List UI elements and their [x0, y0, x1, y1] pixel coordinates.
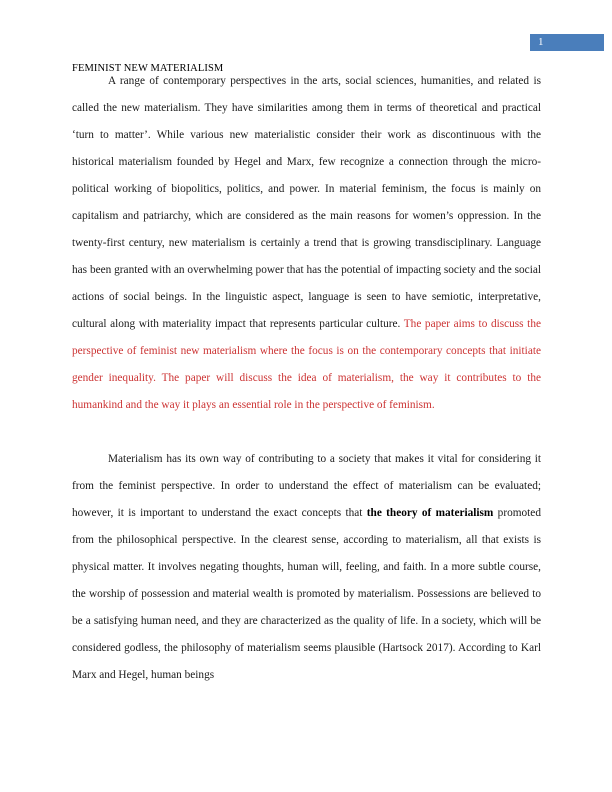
running-header: FEMINIST NEW MATERIALISM — [72, 63, 224, 74]
paragraph-1-segment-highlighted: The paper aims to discuss the perspective of feminist new materialism where the focus is on the contemporary concepts that initiate gender inequality. The paper will discuss the idea of materialism, the way it contributes to the humankind and the way it plays an essential role in the perspective of feminism. — [72, 318, 541, 411]
page-number-label: 1 — [538, 36, 544, 48]
paragraph-2 — [72, 446, 541, 689]
paragraph-2-segment-normal-a: Materialism has its own way of contributing to a society that makes it vital for considering it from the feminist perspective. In order to understand the effect of materialism can be evaluated; however, it is important to understand the exact concepts that — [72, 453, 541, 519]
paragraph-1 — [72, 68, 541, 419]
paragraph-2-segment-normal-b: promoted from the philosophical perspective. In the clearest sense, according to materialism, all that exists is physical matter. It involves negating thoughts, human will, feeling, and faith. In a more subtle course, the worship of possession and material wealth is promoted by materialism. Possessions are believed to be a satisfying human need, and they are characterized as the quality of life. In a society, which will be considered godless, the philosophy of materialism seems plausible (Hartsock 2017). According to Karl Marx and Hegel, human beings — [72, 507, 541, 681]
paragraph-spacer — [72, 419, 541, 446]
page-number-banner — [530, 34, 604, 51]
document-body — [72, 68, 541, 689]
paragraph-1-segment-normal: A range of contemporary perspectives in the arts, social sciences, humanities, and related is called the new materialism. They have similarities among them in terms of theoretical and practical ‘turn to matter’. While various new materialistic consider their work as discontinuous with the historical materialism founded by Hegel and Marx, few recognize a connection through the micro-political working of biopolitics, politics, and power. In material feminism, the focus is mainly on capitalism and patriarchy, which are considered as the main reasons for women’s oppression. In the twenty-first century, new materialism is certainly a trend that is growing transdisciplinary. Language has been granted with an overwhelming power that has the potential of impacting society and the social actions of social beings. In the linguistic aspect, language is seen to have semiotic, interpretative, cultural along with materiality impact that represents particular culture. — [72, 75, 541, 330]
paragraph-2-segment-bold: the theory of materialism — [366, 507, 494, 519]
